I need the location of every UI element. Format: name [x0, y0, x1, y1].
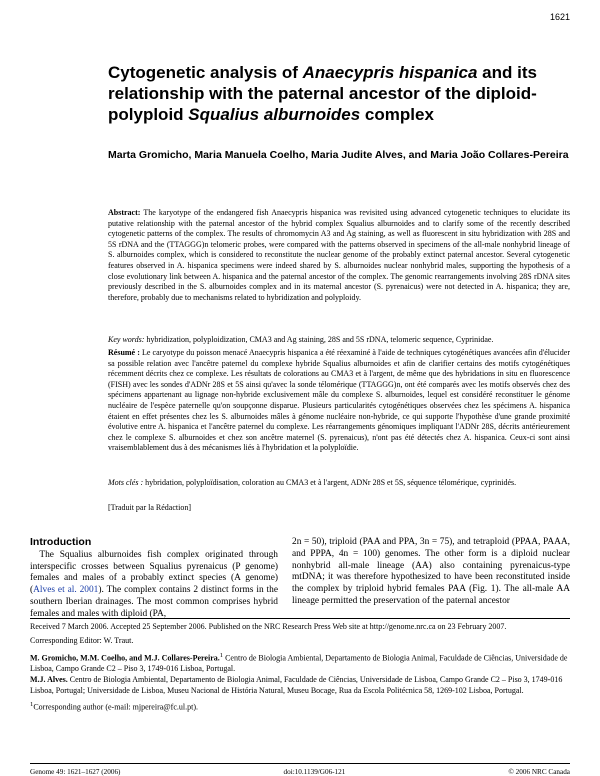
- mots-cles-text: hybridation, polyploïdisation, coloration au CMA3 et à l'argent, ADNr 28S et 5S, séquence télomérique, cyprinidés.: [143, 478, 517, 487]
- resume-label: Résumé :: [108, 348, 140, 357]
- footer-divider: [30, 763, 570, 764]
- author-list: Marta Gromicho, Maria Manuela Coelho, Maria Judite Alves, and Maria João Collares-Pereira: [108, 149, 569, 161]
- affiliation-2: [30, 675, 570, 696]
- affiliation-1-marker: 1: [219, 651, 224, 659]
- title-part-3: complex: [360, 105, 434, 124]
- intro-paragraph-2: 2n = 50), triploid (PAA and PPA, 3n = 75), and tetraploid (PPAA, PAAA, and PPPA, 4n = 100) genomes. The other form is a diploid nuclear nonhybrid all-male lineage (AA) also containing pyrenaicus-type mtDNA; it was therefore hypothesized to have been reconstituted inside the complex by triploid hybrid females PAA (Fig. 1). The all-male AA lineage permitted the preservation of the paternal ancestor: [292, 537, 570, 606]
- abstract-label: Abstract:: [108, 208, 141, 217]
- intro-column-1: [30, 537, 278, 621]
- intro-heading: Introduction: [30, 536, 92, 548]
- affiliation-2-names: M.J. Alves.: [30, 675, 68, 685]
- title-species-1: Anaecypris hispanica: [302, 63, 478, 82]
- resume-text: Le caryotype du poisson menacé Anaecypris hispanica a été réexaminé à l'aide de techniques cytogénétiques avancées afin d'élucider sa possible relation avec l'ancêtre paternel du complexe hybride Squalius alburnoides et afin de clarifier certains des motifs cytogénétiques récemment décrits chez ce complexe. Les résultats de colorations au CMA3 et à l'argent, de même que des hybridations in situ en fluorescence (FISH) avec les sondes d'ADNr 28S et 5S ainsi qu'avec la sonde télomérique (TTAGGG)n, ont été comparés avec les motifs observés chez des spécimens appartenant au lignage non-hybride exclusivement mâle du complexe S. alburnoides, lequel est considéré reconstituer le génome nucléaire de l'espèce paternelle qu'on soupçonne disparue. Plusieurs particularités cytogénétiques observées chez les spécimens A. hispanica étaient en effet présentes chez les S. alburnoides mâles à génome nucléaire non-hybride, ce qui supporte l'hypothèse d'une grande proximité évolutive entre A. hispanica et l'ancêtre paternel du complexe. Les réarrangements génomiques impliquant l'ADNr 28S, décrits antérieurement chez le complexe S. alburnoides et chez son ancêtre maternel (S. pyrenaicus), n'ont pas été détectés chez A. hispanica. Ceux-ci sont ainsi vraisemblablement dus à des mécanismes liés à l'hybridation et la polyploïdie.: [108, 348, 570, 453]
- footnotes: [30, 622, 570, 717]
- intro-text-b: ). The complex contains 2 distinct forms in the southern Iberian drainages. The most common comprises hybrid females and males with diploid (PA,: [30, 585, 278, 619]
- affiliation-2-text: Centro de Biologia Ambiental, Departamento de Biologia Animal, Faculdade de Ciências, Universidade de Lisboa, Campo Grande C2 – Piso 3, 1749-016 Lisboa, Portugal; Universidade de Lisboa, Museu Nacional de História Natural, Museu Bocage, Rua da Escola Politécnica 58, 1269-102 Lisboa, Portugal.: [30, 675, 563, 695]
- keywords-text: hybridization, polyploidization, CMA3 and Ag staining, 28S and 5S rDNA, telomeric sequence, Cyprinidae.: [144, 335, 494, 344]
- corresponding-author-note: [30, 700, 570, 713]
- intro-text-a: The Squalius alburnoides fish complex originated through interspecific crosses between Squalius pyrenaicus (P genome) females and males of a probably extinct species (A genome) (: [30, 549, 278, 596]
- affiliation-1-text: Centro de Biologia Ambiental, Departamento de Biologia Animal, Faculdade de Ciências, Universidade de Lisboa, Campo Grande C2 – Piso 3, 1749-016 Lisboa, Portugal.: [30, 653, 568, 673]
- affiliation-1: [30, 651, 570, 674]
- translation-note: [Traduit par la Rédaction]: [108, 503, 192, 512]
- corresponding-author: Corresponding author (e-mail: mjpereira@fc.ul.pt).: [33, 702, 198, 712]
- footnote-divider: [30, 618, 570, 619]
- corresponding-editor: Corresponding Editor: W. Traut.: [30, 636, 134, 646]
- title-part-1: Cytogenetic analysis of: [108, 63, 303, 82]
- doi: doi:10.1139/G06-121: [283, 768, 346, 776]
- intro-column-2: [292, 537, 570, 608]
- keywords: [108, 335, 570, 346]
- citation-link[interactable]: Alves et al. 2001: [33, 585, 99, 596]
- received-dates: Received 7 March 2006. Accepted 25 September 2006. Published on the NRC Research Press Web site at http://genome.nrc.ca on 23 February 2007.: [30, 622, 507, 631]
- mots-cles: [108, 478, 570, 489]
- affiliation-1-names: M. Gromicho, M.M. Coelho, and M.J. Collares-Pereira.: [30, 653, 220, 663]
- abstract-text: The karyotype of the endangered fish Anaecypris hispanica was revisited using advanced cytogenetic techniques to elucidate its putative relationship with the paternal ancestor of the hybrid complex Squalius alburnoides and to clarify some of the recently described cytogenetic patterns of the complex. The results of chromomycin A3 and Ag staining, as well as fluorescent in situ hybridization with 28S and 5S rDNA and the (TTAGGG)n telomeric probes, were compared with the patterns observed in specimens of the all-male nonhybrid lineage of S. alburnoides complex, which is considered to reconstitute the nuclear genome of the probably extinct paternal ancestor. Several cytogenetic features observed in A. hispanica specimens were indeed shared by S. alburnoides nuclear nonhybrid males, supporting the hypothesis of a close evolutionary link between A. hispanica and the paternal ancestor of the complex. The genomic rearrangements involving 28S rDNA sites previously described in the S. alburnoides complex and in its maternal ancestor (S. pyrenaicus) were not detected in A. hispanica; they are, therefore, probably due to mechanisms related to hybridization and polyploidy.: [108, 208, 570, 302]
- abstract: [108, 208, 570, 303]
- article-title: [108, 62, 578, 125]
- keywords-label: Key words:: [108, 335, 145, 344]
- resume: [108, 348, 570, 454]
- intro-paragraph-1: [30, 550, 278, 621]
- copyright: © 2006 NRC Canada: [508, 768, 570, 776]
- corresponding-marker: 1: [30, 701, 34, 709]
- page-number: 1621: [549, 12, 570, 22]
- title-part-2: and its relationship with the paternal ancestor of the diploid-polyploid: [108, 63, 537, 124]
- title-species-2: Squalius alburnoides: [188, 105, 361, 124]
- mots-cles-label: Mots clés :: [108, 478, 144, 487]
- page-footer: [30, 768, 570, 776]
- journal-citation: Genome 49: 1621–1627 (2006): [30, 768, 121, 776]
